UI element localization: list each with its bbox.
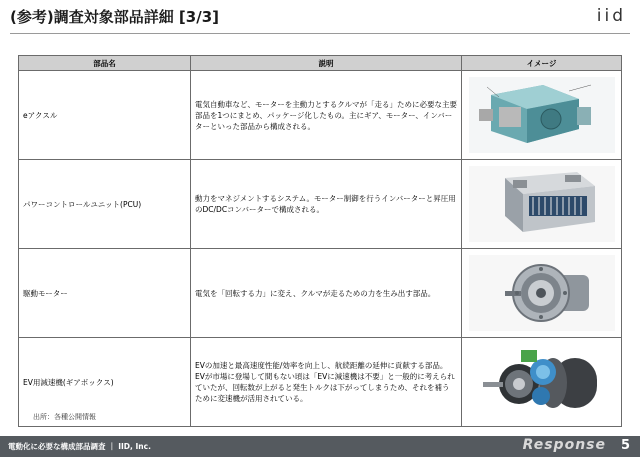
column-header-description: 説明: [191, 56, 462, 71]
page-title: (参考)調査対象部品詳細 [3/3]: [10, 8, 219, 26]
company-logo: iid: [596, 6, 626, 26]
title-divider: [10, 33, 630, 34]
part-description: 動力をマネジメントするシステム。モーター制御を行うインバーターと昇圧用のDC/DCコンバーターで構成される。: [191, 160, 462, 249]
part-description: 電気を「回転する力」に変え、クルマが走るための力を生み出す部品。: [191, 249, 462, 338]
part-name: EV用減速機(ギアボックス): [19, 338, 191, 427]
footer-bar: [0, 436, 640, 457]
motor-image: [469, 255, 615, 331]
page-number: 5: [620, 438, 630, 453]
table-row: [19, 249, 622, 338]
watermark-logo: Response: [522, 437, 606, 453]
pcu-image: [469, 166, 615, 242]
parts-table: [18, 55, 622, 427]
footer-text: 電動化に必要な構成部品調査 ｜ IID, Inc.: [8, 442, 151, 451]
e-axle-image: [469, 77, 615, 153]
gearbox-image: [469, 344, 615, 420]
column-header-image: イメージ: [462, 56, 622, 71]
table-row: [19, 160, 622, 249]
table-header-row: [19, 56, 622, 71]
part-name: パワーコントロールユニット(PCU): [19, 160, 191, 249]
table-row: [19, 71, 622, 160]
column-header-name: 部品名: [19, 56, 191, 71]
table-row: [19, 338, 622, 427]
source-note: 出所：各種公開情報: [33, 413, 96, 421]
part-name: eアクスル: [19, 71, 191, 160]
part-name: 駆動モーター: [19, 249, 191, 338]
part-description: 電気自動車など、モーターを主動力とするクルマが「走る」ために必要な主要部品を1つにまとめ、パッケージ化したもの。主にギア、モーター、インバーターといった部品から構成される。: [191, 71, 462, 160]
part-description: EVの加速と最高速度性能/効率を向上し、航続距離の延伸に貢献する部品。EVが市場に登場して間もない頃は「EVに減速機は不要」と一般的に考えられていたが、回転数が上がると発生トルクは下がってしまうため、それを補うために変速機が活用されている。: [191, 338, 462, 427]
